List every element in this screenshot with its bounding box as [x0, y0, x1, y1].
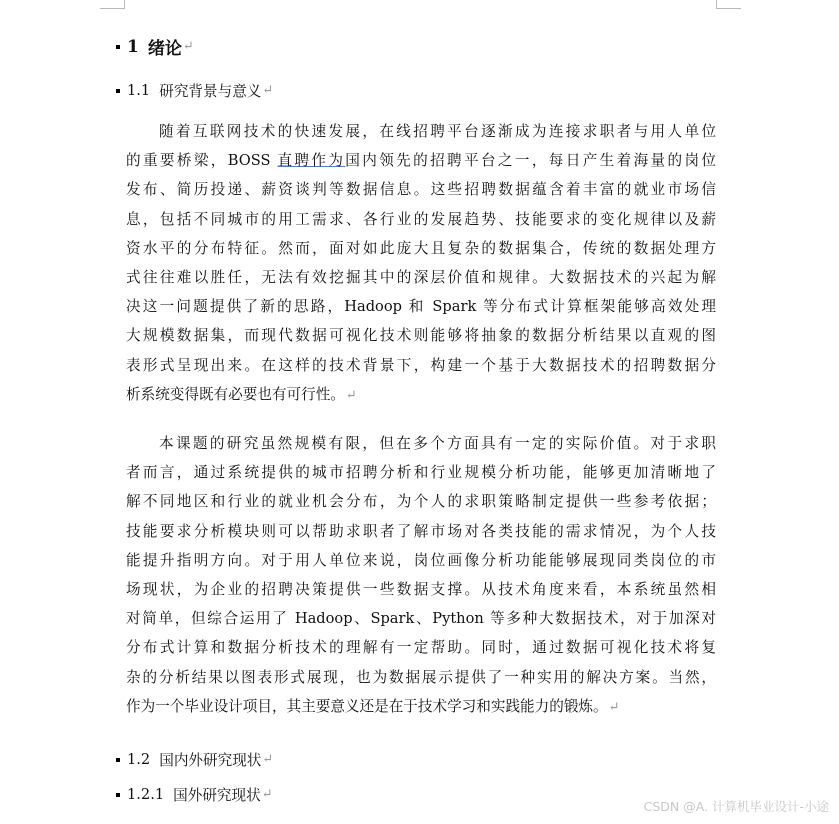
list-bullet-icon — [116, 793, 120, 797]
list-bullet-icon — [116, 758, 120, 762]
paragraph-mark-icon: ↵ — [262, 83, 274, 98]
heading-1-2-1[interactable] — [116, 784, 273, 805]
paragraph-mark-icon: ↵ — [262, 752, 274, 767]
list-bullet-icon — [116, 89, 120, 93]
heading-title: 绪论 — [147, 39, 182, 59]
text-line: 场现状，为企业的招聘决策提供一些数据支撑。从技术角度来看，本系统虽然相 — [126, 580, 716, 598]
text-line: 析系统变得既有必要也有可行性。 — [126, 385, 345, 403]
list-bullet-icon — [116, 45, 120, 49]
heading-number: 1.2 — [127, 751, 151, 768]
text-line: 资水平的分布特征。然而，面对如此庞大且复杂的数据集合，传统的数据处理方 — [126, 239, 716, 257]
text-line: 本课题的研究虽然规模有限，但在多个方面具有一定的实际价值。对于求职 — [159, 435, 716, 452]
watermark: CSDN @A. 计算机毕业设计-小途 — [643, 799, 829, 814]
heading-1[interactable] — [116, 34, 194, 59]
heading-number: 1 — [127, 36, 139, 57]
text-line: 分布式计算和数据分析技术的理解有一定帮助。同时，通过数据可视化技术将复 — [126, 639, 716, 657]
text-line: 大规模数据集，而现代数据可视化技术则能够将抽象的数据分析结果以直观的图 — [126, 327, 716, 345]
text-line: 者而言，通过系统提供的城市招聘分析和行业规模分析功能，能够更加清晰地了 — [126, 464, 716, 482]
text-line: 息，包括不同城市的用工需求、各行业的发展趋势、技能要求的变化规律以及薪 — [126, 210, 716, 228]
text-line: 随着互联网技术的快速发展，在线招聘平台逐渐成为连接求职者与用人单位 — [159, 123, 716, 140]
crop-mark-top-right — [716, 0, 741, 9]
spell-check-underline: 直聘作为 — [277, 152, 346, 170]
heading-title: 国外研究现状 — [173, 787, 261, 804]
paragraph-background[interactable] — [126, 117, 716, 409]
paragraph-mark-icon: ↵ — [345, 387, 357, 403]
text-line: 技能要求分析模块则可以帮助求职者了解市场对各类技能的需求情况，为个人技 — [126, 522, 716, 540]
crop-mark-top-left — [100, 0, 125, 9]
text-line: 表形式呈现出来。在这样的技术背景下，构建一个基于大数据技术的招聘数据分 — [126, 356, 716, 374]
paragraph-mark-icon: ↵ — [608, 699, 620, 715]
paragraph-mark-icon: ↵ — [261, 787, 273, 802]
heading-number: 1.2.1 — [127, 786, 165, 803]
text-line: 能提升指明方向。对于用人单位来说，岗位画像分析功能能够展现同类岗位的市 — [126, 551, 716, 569]
text-line: 杂的分析结果以图表形式展现，也为数据展示提供了一种实用的解决方案。当然， — [126, 668, 716, 686]
text-line: 的重要桥梁，BOSS 直聘作为国内领先的招聘平台之一，每日产生着海量的岗位 — [126, 152, 716, 170]
paragraph-significance[interactable] — [126, 429, 716, 721]
heading-title: 国内外研究现状 — [159, 752, 262, 769]
text-line: 发布、简历投递、薪资谈判等数据信息。这些招聘数据蕴含着丰富的就业市场信 — [126, 181, 716, 199]
heading-number: 1.1 — [127, 82, 151, 99]
text-line: 作为一个毕业设计项目，其主要意义还是在于技术学习和实践能力的锻炼。 — [126, 697, 608, 715]
heading-1-2[interactable] — [116, 749, 273, 770]
paragraph-mark-icon: ↵ — [182, 39, 194, 54]
text-line: 决这一问题提供了新的思路，Hadoop 和 Spark 等分布式计算框架能够高效处理 — [126, 298, 716, 316]
heading-title: 研究背景与意义 — [159, 83, 262, 100]
text-line: 对简单，但综合运用了 Hadoop、Spark、Python 等多种大数据技术，对于加深对 — [126, 610, 716, 628]
text-line: 解不同地区和行业的就业机会分布，为个人的求职策略制定提供一些参考依据； — [126, 493, 716, 511]
heading-1-1[interactable] — [116, 80, 273, 101]
text-line-last — [126, 692, 716, 721]
text-line: 式往往难以胜任，无法有效挖掘其中的深层价值和规律。大数据技术的兴起为解 — [126, 268, 716, 286]
text-line-last — [126, 380, 716, 409]
